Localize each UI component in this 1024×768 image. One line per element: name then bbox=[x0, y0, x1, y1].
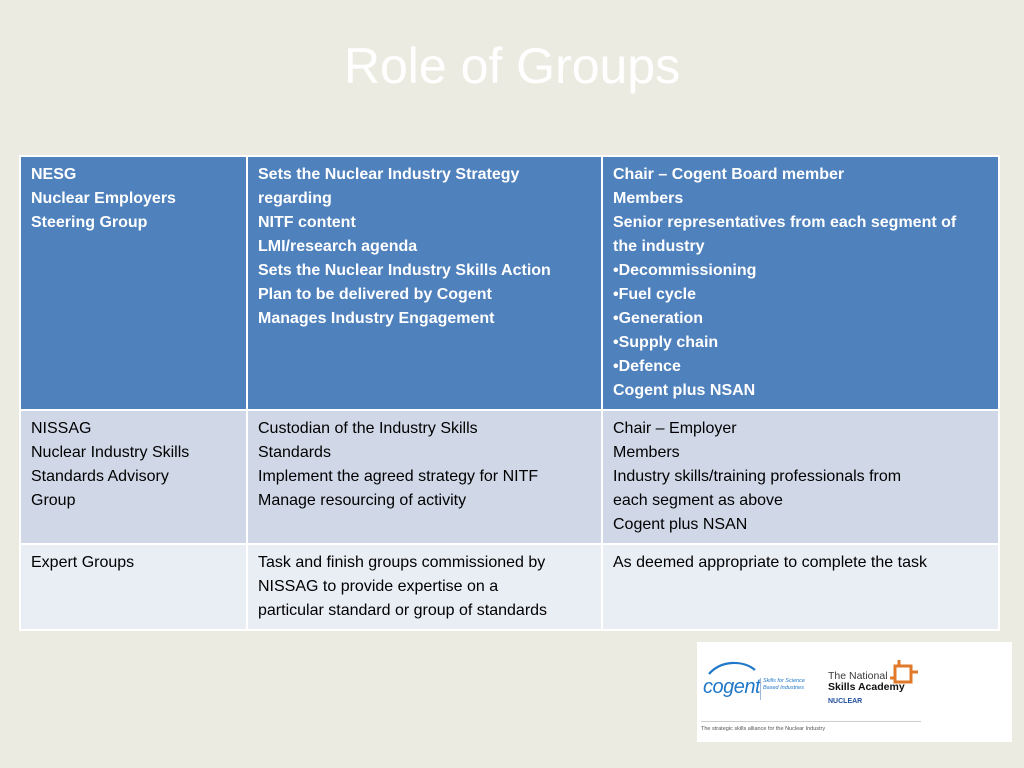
cell-text-line: NISSAG to provide expertise on a bbox=[258, 578, 499, 595]
cogent-logo-text: cogent bbox=[703, 676, 761, 698]
cell-text-line: LMI/research agenda bbox=[258, 238, 418, 255]
cell-text-line: Nuclear Industry Skills bbox=[31, 444, 190, 461]
cell-text-line: Members bbox=[613, 190, 684, 207]
cell-text-line: As deemed appropriate to complete the task bbox=[613, 554, 927, 571]
cell-text-line: NITF content bbox=[258, 214, 356, 231]
cell-text-line: Steering Group bbox=[31, 214, 148, 231]
cell-text-line: Industry skills/training professionals from bbox=[613, 468, 902, 485]
cell-text-line: Manage resourcing of activity bbox=[258, 492, 467, 509]
cell-text-line: Chair – Employer bbox=[613, 420, 737, 437]
cell-text-line: Group bbox=[31, 492, 76, 509]
cell-text-line: Manages Industry Engagement bbox=[258, 310, 495, 327]
cell-text-line: Nuclear Employers bbox=[31, 190, 176, 207]
cell-text-line: Members bbox=[613, 444, 680, 461]
nsa-nuclear-label: NUCLEAR bbox=[828, 698, 863, 705]
group-name-cell bbox=[20, 410, 247, 544]
cell-text-line: Implement the agreed strategy for NITF bbox=[258, 468, 539, 485]
group-name-cell bbox=[20, 156, 247, 410]
group-membership-cell bbox=[602, 544, 999, 630]
cell-text-line: Task and finish groups commissioned by bbox=[258, 554, 546, 571]
partner-logos bbox=[697, 642, 1012, 742]
cell-text-line: NESG bbox=[31, 166, 77, 183]
cell-text-line: NISSAG bbox=[31, 420, 92, 437]
cell-text-line: Expert Groups bbox=[31, 554, 135, 571]
cell-text-line: •Generation bbox=[613, 310, 704, 327]
nsa-frame-icon bbox=[889, 658, 919, 690]
nsa-logo-text: The National Skills Academy bbox=[828, 670, 905, 693]
cell-text-line: •Supply chain bbox=[613, 334, 719, 351]
cell-text-line: •Defence bbox=[613, 358, 681, 375]
group-role-cell bbox=[247, 544, 602, 630]
group-role-cell bbox=[247, 156, 602, 410]
table-row-nissag bbox=[20, 410, 999, 544]
logo-footer-text: The strategic skills alliance for the Nuclear Industry bbox=[701, 726, 826, 732]
cell-text-line: Standards Advisory bbox=[31, 468, 169, 485]
cell-text-line: Cogent plus NSAN bbox=[613, 382, 756, 399]
cell-text-line: Senior representatives from each segment of bbox=[613, 214, 957, 231]
cell-text-line: each segment as above bbox=[613, 492, 783, 509]
cell-text-line: regarding bbox=[258, 190, 332, 207]
group-name-cell bbox=[20, 544, 247, 630]
table-row-expert-groups bbox=[20, 544, 999, 630]
slide-title: Role of Groups bbox=[343, 38, 681, 94]
group-membership-cell bbox=[602, 156, 999, 410]
cell-text-line: Standards bbox=[258, 444, 331, 461]
cell-text-line: Sets the Nuclear Industry Skills Action bbox=[258, 262, 551, 279]
group-role-cell bbox=[247, 410, 602, 544]
cell-text-line: the industry bbox=[613, 238, 705, 255]
cell-text-line: Chair – Cogent Board member bbox=[613, 166, 845, 183]
logo-rule bbox=[701, 721, 921, 722]
cell-text-line: Sets the Nuclear Industry Strategy bbox=[258, 166, 520, 183]
cell-text-line: •Fuel cycle bbox=[613, 286, 696, 303]
table-row-nesg bbox=[20, 156, 999, 410]
group-membership-cell bbox=[602, 410, 999, 544]
cell-text-line: •Decommissioning bbox=[613, 262, 757, 279]
logo-divider bbox=[760, 678, 761, 700]
cell-text-line: Cogent plus NSAN bbox=[613, 516, 748, 533]
cell-text-line: Plan to be delivered by Cogent bbox=[258, 286, 492, 303]
cogent-tagline: Skills for Science Based Industries bbox=[763, 678, 805, 691]
cell-text-line: Custodian of the Industry Skills bbox=[258, 420, 478, 437]
roles-table bbox=[19, 155, 1000, 631]
cell-text-line: particular standard or group of standards bbox=[258, 602, 548, 619]
